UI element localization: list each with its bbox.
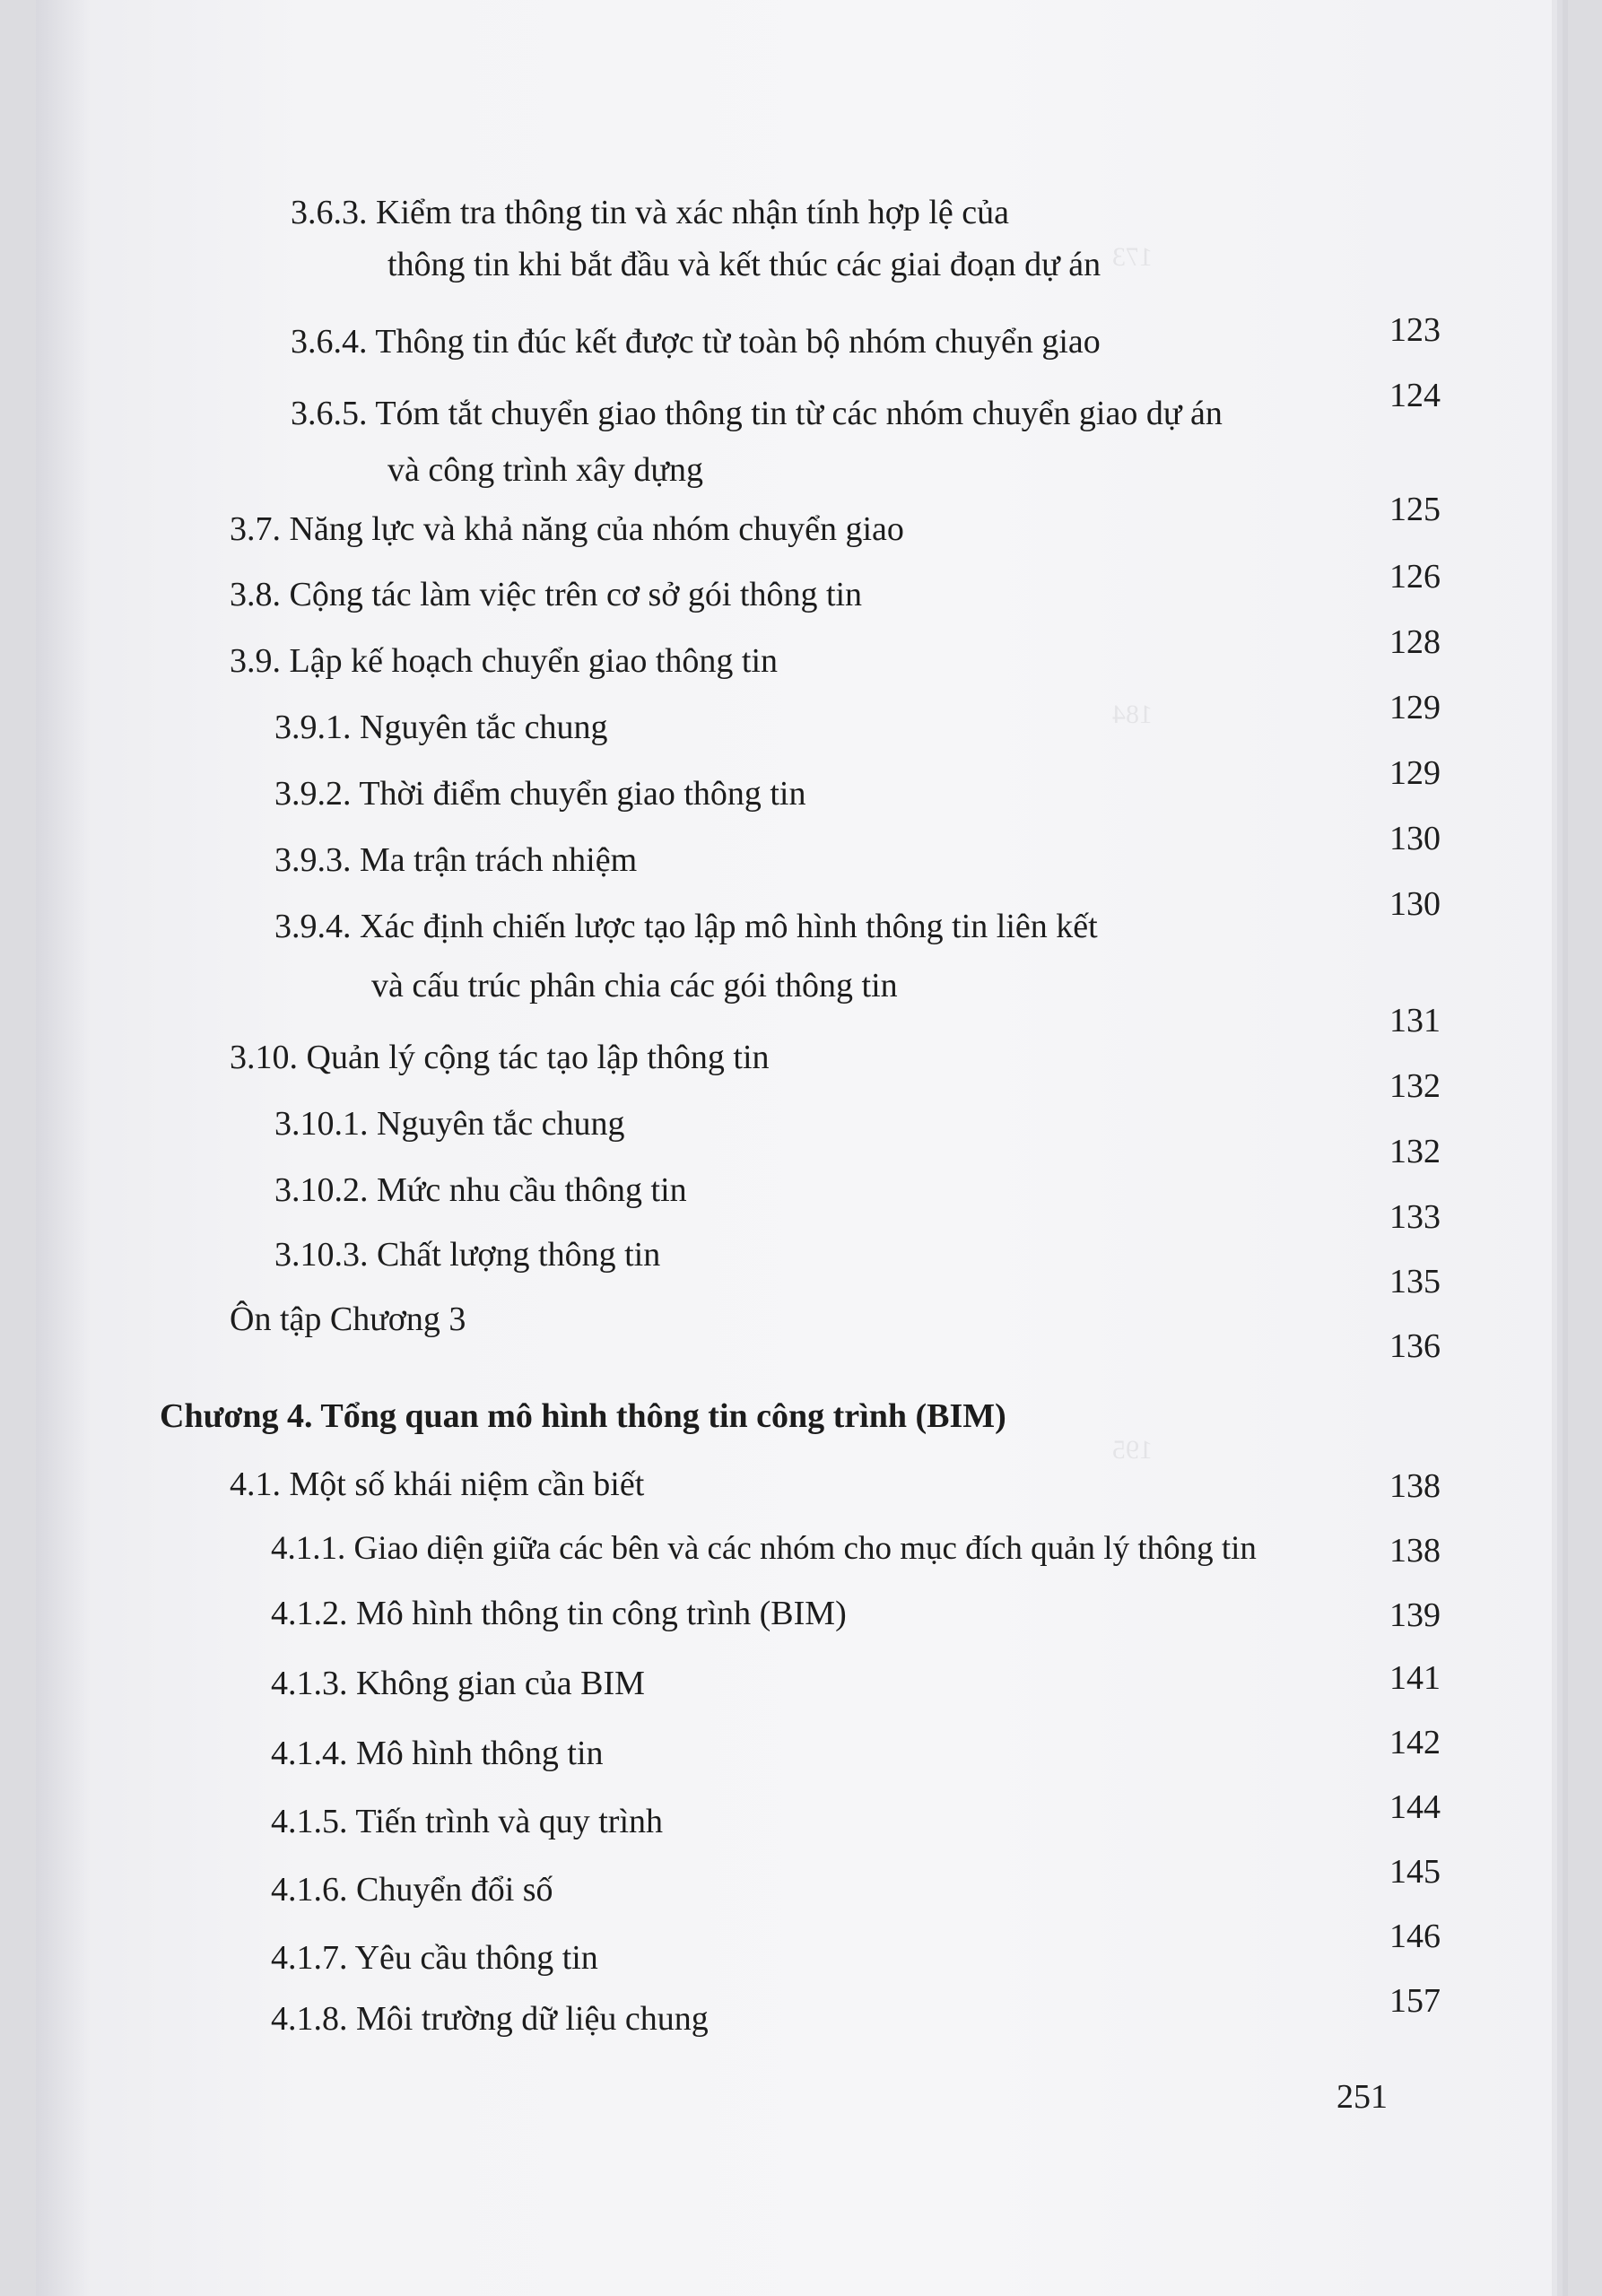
toc-page-number: 132 [1389,1133,1441,1170]
toc-page-number: 142 [1389,1724,1441,1761]
toc-entry: và công trình xây dựng [387,451,703,489]
toc-entry: 3.9.4. Xác định chiến lược tạo lập mô hình thông tin liên kết [274,908,1098,945]
toc-entry: 4.1.1. Giao diện giữa các bên và các nhóm cho mục đích quản lý thông tin [271,1530,1257,1567]
toc-page-number: 132 [1389,1067,1441,1105]
toc-entry: 3.6.4. Thông tin đúc kết được từ toàn bộ nhóm chuyển giao [291,323,1101,361]
toc-page-number: 125 [1389,491,1441,528]
toc-page-number: 157 [1389,1982,1441,2020]
toc-page-number: 141 [1389,1659,1441,1697]
toc-page-number: 126 [1389,558,1441,596]
book-page [36,0,1552,2296]
toc-page-number: 129 [1389,689,1441,726]
toc-page-number: 138 [1389,1532,1441,1570]
toc-entry: 4.1.3. Không gian của BIM [271,1665,645,1702]
toc-page-number: 131 [1389,1002,1441,1039]
toc-entry: 3.10.1. Nguyên tắc chung [274,1105,625,1143]
toc-entry: 4.1.5. Tiến trình và quy trình [271,1803,664,1840]
toc-page-number: 123 [1389,311,1441,349]
toc-entry: Ôn tập Chương 3 [230,1300,466,1338]
toc-entry: 3.9.1. Nguyên tắc chung [274,709,608,746]
toc-entry: 3.10.3. Chất lượng thông tin [274,1236,661,1274]
toc-entry: 4.1.7. Yêu cầu thông tin [271,1939,598,1977]
toc-page-number: 128 [1389,623,1441,661]
toc-page-number: 139 [1389,1596,1441,1634]
show-through: 195 [1112,1435,1153,1465]
toc-entry: 4.1.4. Mô hình thông tin [271,1735,604,1772]
toc-page-number: 144 [1389,1788,1441,1826]
toc-entry: 4.1.8. Môi trường dữ liệu chung [271,2000,709,2038]
toc-entry: 3.6.3. Kiểm tra thông tin và xác nhận tính hợp lệ của [291,194,1010,231]
toc-page-number: 129 [1389,754,1441,792]
show-through: 184 [1112,700,1153,729]
toc-page-number: 138 [1389,1467,1441,1505]
toc-entry: 3.7. Năng lực và khả năng của nhóm chuyển giao [230,510,904,548]
toc-chapter-heading: Chương 4. Tổng quan mô hình thông tin công trình (BIM) [160,1397,1006,1435]
toc-page-number: 130 [1389,885,1441,923]
page-number: 251 [1336,2078,1388,2116]
toc-entry: 3.9.2. Thời điểm chuyển giao thông tin [274,775,806,813]
toc-entry: 3.10.2. Mức nhu cầu thông tin [274,1171,687,1209]
toc-page-number: 133 [1389,1198,1441,1236]
toc-page-number: 146 [1389,1918,1441,1955]
toc-entry: 3.10. Quản lý cộng tác tạo lập thông tin [230,1039,770,1076]
toc-entry: 3.9.3. Ma trận trách nhiệm [274,841,638,879]
toc-entry: 3.8. Cộng tác làm việc trên cơ sở gói thông tin [230,576,863,613]
toc-page-number: 130 [1389,820,1441,857]
toc-entry: 4.1. Một số khái niệm cần biết [230,1465,645,1503]
toc-entry: 4.1.2. Mô hình thông tin công trình (BIM) [271,1595,847,1632]
toc-entry: 4.1.6. Chuyển đổi số [271,1871,553,1909]
toc-entry: thông tin khi bắt đầu và kết thúc các giai đoạn dự án [387,246,1101,283]
show-through: 173 [1112,242,1153,272]
toc-page-number: 145 [1389,1853,1441,1891]
toc-entry: 3.6.5. Tóm tắt chuyển giao thông tin từ các nhóm chuyển giao dự án [291,395,1223,432]
table-of-contents [36,0,1552,2296]
toc-entry: và cấu trúc phân chia các gói thông tin [371,967,898,1004]
toc-page-number: 136 [1389,1327,1441,1365]
toc-entry: 3.9. Lập kế hoạch chuyển giao thông tin [230,642,779,680]
toc-page-number: 124 [1389,377,1441,414]
toc-page-number: 135 [1389,1263,1441,1300]
